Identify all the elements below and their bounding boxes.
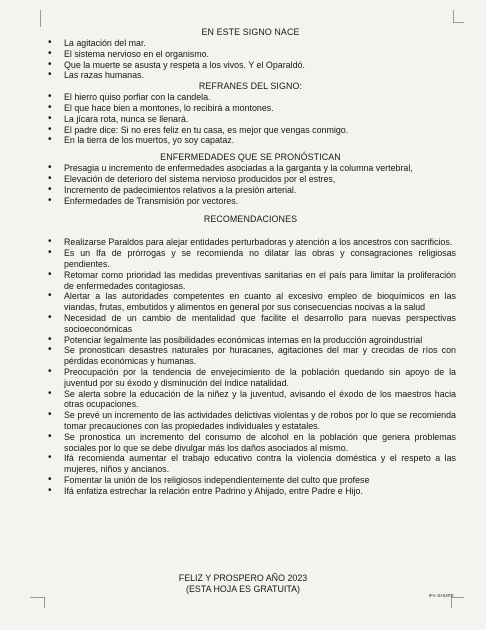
list-enfermedades — [45, 163, 456, 206]
recomendacion-item: • Necesidad de un cambio de mentalidad que facilite el desarrollo para nuevas perspectivas socioeconómicas — [45, 313, 456, 335]
list-recomendaciones — [45, 237, 456, 496]
section-heading-enfermedades: ENFERMEDADES QUE SE PRONÓSTICAN — [160, 152, 341, 163]
nace-item: • Que la muerte se asusta y respeta a los vivos. Y el Oparaldó. — [45, 60, 456, 71]
enfermedad-item: • Enfermedades de Transmisión por vectores. — [45, 196, 456, 207]
refran-item: • El padre dice: Si no eres feliz en tu casa, es mejor que vengas conmigo. — [45, 125, 456, 136]
recomendacion-item: • Alertar a las autoridades competentes en cuanto al excesivo empleo de bioquímicos en las viandas, frutas, embutidos y alimentos en general por sus consecuencias nocivas a la salud — [45, 291, 456, 313]
refran-item: • En la tierra de los muertos, yo soy capataz. — [45, 135, 456, 146]
refran-item: • El hierro quiso porfiar con la candela. — [45, 92, 456, 103]
refran-item: • La jícara rota, nunca se llenará. — [45, 114, 456, 125]
document-body — [45, 27, 456, 496]
recomendacion-item: • Realizarse Paraldos para alejar entidades perturbadoras y atención a los ancestros con sacrificios. — [45, 237, 456, 248]
list-nace — [45, 38, 456, 81]
crop-mark-top-right — [453, 10, 464, 23]
recomendacion-item: • Se prevé un incremento de las actividades delictivas violentas y de robos por lo que se recomienda tomar precauciones con las propiedades individuales y estatales. — [45, 410, 456, 432]
enfermedad-item: • Incremento de padecimientos relativos a la presión arterial. — [45, 185, 456, 196]
recomendacion-item: • Ifá recomienda aumentar el trabajo educativo contra la violencia doméstica y el respeto a las mujeres, niños y ancianos. — [45, 453, 456, 475]
nace-item: • Las razas humanas. — [45, 70, 456, 81]
section-heading-refranes: REFRANES DEL SIGNO: — [198, 81, 303, 92]
list-refranes — [45, 92, 456, 146]
recomendacion-item: • Preocupación por la tendencia de envejecimiento de la población quedando sin apoyo de la juventud por su éxodo y disminución del índice natalidad. — [45, 367, 456, 389]
recomendacion-item: • Se alerta sobre la educación de la niñez y la juventud, avisando el éxodo de los maestros hacia otras ocupaciones. — [45, 389, 456, 411]
recomendacion-item: • Se pronostica un incremento del consumo de alcohol en la población que genera problemas sociales por lo que se debe divulgar más los daños asociados al mismo. — [45, 432, 456, 454]
crop-mark-bottom-left — [30, 597, 45, 608]
enfermedad-item: • Presagia u incremento de enfermedades asociadas a la garganta y la columna vertebral, — [45, 163, 456, 174]
recomendacion-item: • Fomentar la unión de los religiosos independientemente del culto que profese — [45, 475, 456, 486]
refran-item: • El que hace bien a montones, lo recibirá a montones. — [45, 103, 456, 114]
section-heading-nace: EN ESTE SIGNO NACE — [201, 27, 300, 37]
nace-item: • El sistema nervioso en el organismo. — [45, 49, 456, 60]
recomendacion-item: • Potenciar legalmente las posibilidades económicas internas en la producción agroindustrial — [45, 335, 456, 346]
recomendacion-item: • Se pronostican desastres naturales por huracanes, agitaciones del mar y crecidas de ríos con pérdidas económicas y humanas. — [45, 345, 456, 367]
recomendacion-item: • Es un Ifa de prórrogas y se recomienda no dilatar las obras y consagraciones religiosas pendientes. — [45, 248, 456, 270]
author-stamp: IFA SHURE — [428, 593, 454, 598]
enfermedad-item: • Elevación de deterioro del sistema nervioso producidos por el estres, — [45, 174, 456, 185]
crop-mark-bottom-right — [451, 597, 464, 608]
footer-free-notice: (ESTA HOJA ES GRATUITA) — [186, 584, 300, 594]
crop-mark-top-left — [40, 10, 41, 27]
recomendacion-item: • Retomar como prioridad las medidas preventivas sanitarias en el país para limitar la proliferación de enfermedades contagiosas. — [45, 270, 456, 292]
footer-greeting: FELIZ Y PROSPERO AÑO 2023 — [178, 573, 308, 583]
nace-item: • La agitación del mar. — [45, 38, 456, 49]
recomendacion-item: • Ifá enfatiza estrechar la relación entre Padrino y Ahijado, entre Padre e Hijo. — [45, 486, 456, 497]
section-heading-recomendaciones: RECOMENDACIONES — [203, 214, 298, 225]
